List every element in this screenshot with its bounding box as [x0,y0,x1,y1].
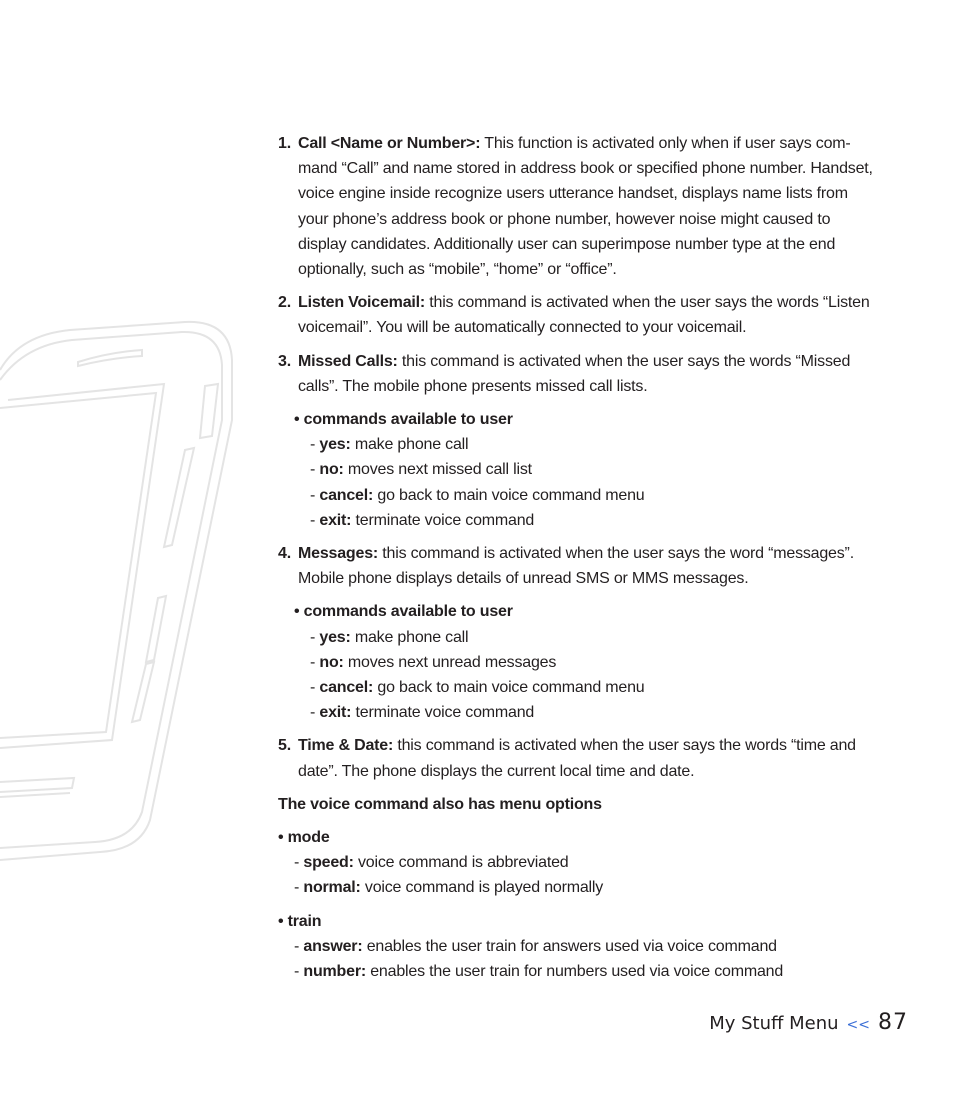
section-title: My Stuff Menu [709,1013,839,1034]
manual-content [278,131,878,992]
item-label: Missed Calls: [298,352,398,370]
item-text: this command is activated when the user says the words “Missed calls”. The mobile phone presents missed call lists. [298,352,851,395]
item-text: this command is activated when the user says the words “Listen voicemail”. You will be automatically connected to your voicemail. [298,294,870,337]
train-list [278,909,878,985]
list-item: - no: moves next missed call list [310,461,532,479]
item-text: this command is activated when the user says the words “time and date”. The phone displays the current local time and date. [298,737,856,780]
double-chevron-left-icon: << [846,1017,870,1033]
missed-commands-list [278,407,878,533]
list-item: - number: enables the user train for numbers used via voice command [294,963,784,981]
mode-heading: • mode [278,829,330,847]
item-label: Messages: [298,545,379,563]
list-item: - cancel: go back to main voice command menu [310,486,645,504]
train-heading: • train [278,912,322,930]
list-item: - speed: voice command is abbreviated [294,854,569,872]
list-item: - exit: terminate voice command [310,704,535,722]
item-label: Listen Voicemail: [298,294,426,312]
item-label: Call <Name or Number>: [298,135,481,152]
message-commands-heading: • commands available to user [294,603,513,621]
item-missed-calls [278,349,878,399]
item-text: this command is activated when the user says the word “messages”. Mobile phone displays details of unread SMS or MMS messages. [298,545,854,588]
message-commands-list [278,599,878,725]
list-item: - normal: voice command is played normally [294,879,604,897]
item-number: 3. [278,352,291,370]
item-number: 4. [278,545,291,563]
item-number: 2. [278,294,291,312]
page-number: 87 [878,1010,908,1035]
page-footer [709,1010,908,1035]
item-number: 5. [278,737,291,755]
menu-options-heading: The voice command also has menu options [278,795,602,813]
list-item: - yes: make phone call [310,628,469,646]
item-call [278,131,878,282]
item-label: Time & Date: [298,737,394,755]
item-text: This function is activated only when if user says com-mand “Call” and name stored in address book or specified phone number. Handset, voice engine inside recognize users utterance handset, displays name lists from your phone’s address book or phone number, however noise might caused to display candidates. Additionally user can superimpose number type at the end optionally, such as “mobile”, “home” or “office”. [298,135,873,279]
list-item: - cancel: go back to main voice command menu [310,679,645,697]
list-item: - answer: enables the user train for answers used via voice command [294,937,777,955]
mode-list [278,825,878,901]
item-number: 1. [278,135,291,152]
missed-commands-heading: • commands available to user [294,411,513,429]
item-time-date [278,733,878,783]
phone-outline-illustration [0,0,240,870]
list-item: - exit: terminate voice command [310,511,535,529]
item-listen-voicemail [278,290,878,340]
list-item: - no: moves next unread messages [310,653,557,671]
list-item: - yes: make phone call [310,436,469,454]
item-messages [278,541,878,591]
